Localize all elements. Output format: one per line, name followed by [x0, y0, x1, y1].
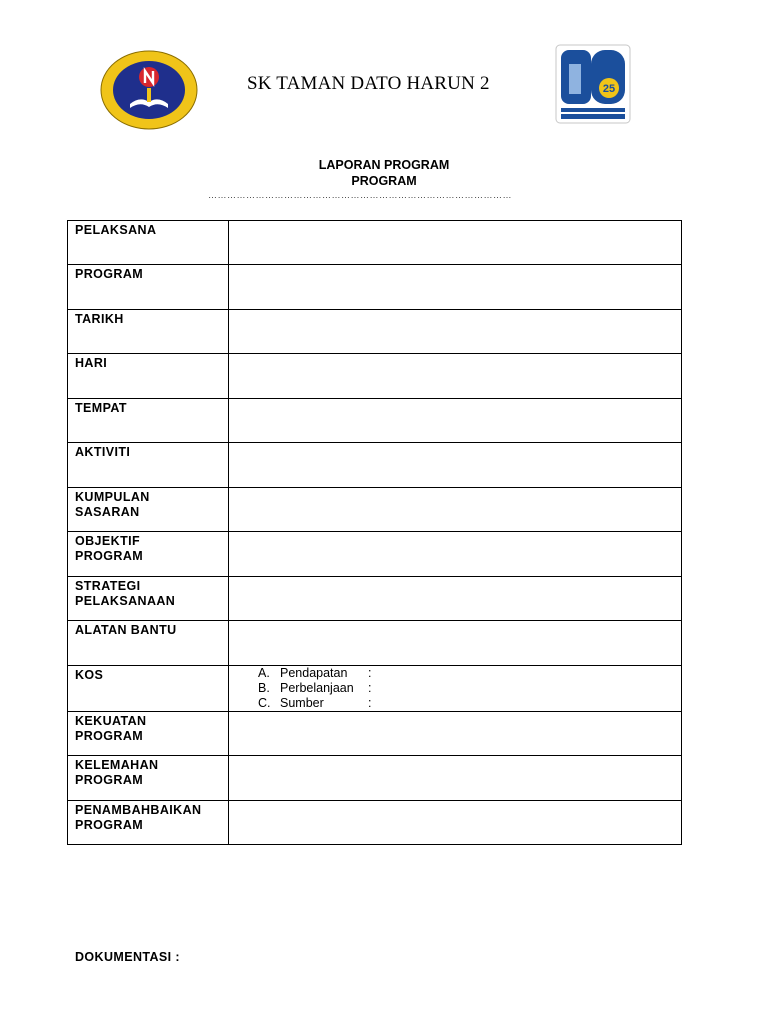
form-row-label: TARIKH: [68, 310, 229, 354]
form-row-value[interactable]: [229, 265, 682, 310]
kos-item-label: Sumber: [280, 696, 324, 710]
report-subtitle: PROGRAM: [351, 174, 417, 188]
form-row-label: ALATAN BANTU: [68, 621, 229, 666]
form-row-value[interactable]: [229, 666, 682, 712]
form-row-label: KOS: [68, 666, 229, 712]
form-row-label: AKTIVITI: [68, 443, 229, 488]
program-name-blank[interactable]: ……………………………………………………………………………………: [208, 190, 512, 200]
kos-list: [229, 666, 681, 711]
form-row: [68, 265, 682, 310]
form-row-label: TEMPAT: [68, 399, 229, 443]
form-row-label: PROGRAM: [68, 265, 229, 310]
form-row-label: OBJEKTIF PROGRAM: [68, 532, 229, 577]
form-row: [68, 488, 682, 532]
form-row-label: HARI: [68, 354, 229, 399]
form-row-value[interactable]: [229, 399, 682, 443]
form-row: [68, 621, 682, 666]
kos-list-item: [258, 666, 681, 681]
form-row: [68, 221, 682, 265]
form-row-label: KELEMAHAN PROGRAM: [68, 756, 229, 801]
form-row-value[interactable]: [229, 221, 682, 265]
form-row-label: STRATEGI PELAKSANAAN: [68, 577, 229, 621]
form-row-label: KEKUATAN PROGRAM: [68, 712, 229, 756]
form-row-value[interactable]: [229, 354, 682, 399]
kos-item-marker: A.: [258, 666, 270, 680]
form-row: [68, 532, 682, 577]
form-row-value[interactable]: [229, 756, 682, 801]
form-row: [68, 712, 682, 756]
form-row-label: PENAMBAHBAIKAN PROGRAM: [68, 801, 229, 845]
form-row-value[interactable]: [229, 532, 682, 577]
dokumentasi-label: DOKUMENTASI :: [75, 950, 180, 964]
kos-item-colon: :: [368, 681, 372, 695]
kos-item-colon: :: [368, 696, 372, 710]
form-row: [68, 443, 682, 488]
school-crest-icon: [100, 50, 198, 130]
kos-item-marker: C.: [258, 696, 271, 710]
svg-text:25: 25: [602, 83, 616, 95]
form-row: [68, 310, 682, 354]
form-row-value[interactable]: [229, 577, 682, 621]
school-name: SK TAMAN DATO HARUN 2: [247, 73, 490, 94]
kos-item-label: Pendapatan: [280, 666, 348, 680]
kos-item-marker: B.: [258, 681, 270, 695]
form-row: [68, 756, 682, 801]
form-row: [68, 666, 682, 712]
kos-item-label: Perbelanjaan: [280, 681, 354, 695]
form-row: [68, 399, 682, 443]
form-row: [68, 577, 682, 621]
form-row-value[interactable]: [229, 712, 682, 756]
form-row-label: KUMPULAN SASARAN: [68, 488, 229, 532]
form-row-value[interactable]: [229, 443, 682, 488]
form-row: [68, 354, 682, 399]
form-row-value[interactable]: [229, 801, 682, 845]
form-row-label: PELAKSANA: [68, 221, 229, 265]
kos-list-item: [258, 681, 681, 696]
form-row-value[interactable]: [229, 310, 682, 354]
report-title: LAPORAN PROGRAM: [318, 158, 450, 172]
report-form-table: [67, 220, 682, 845]
ts25-logo-icon: [555, 44, 631, 124]
form-row: [68, 801, 682, 845]
form-row-value[interactable]: [229, 488, 682, 532]
kos-list-item: [258, 696, 681, 711]
kos-item-colon: :: [368, 666, 372, 680]
form-row-value[interactable]: [229, 621, 682, 666]
